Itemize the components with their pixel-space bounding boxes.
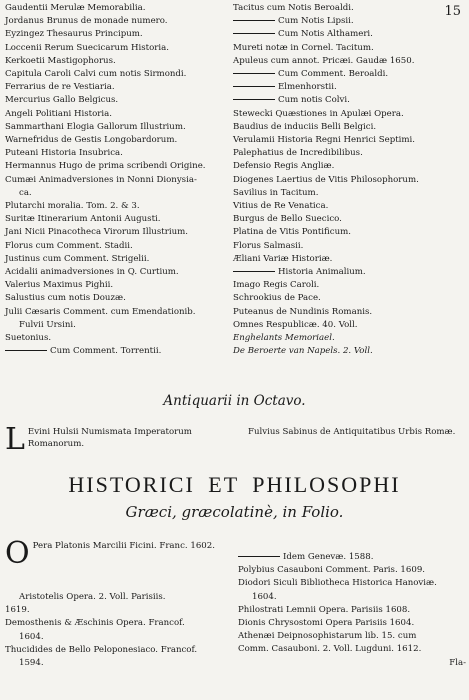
list-item-text: Cum Notis Lipsii.: [278, 16, 354, 27]
list-item: Polybius Casauboni Comment. Paris. 1609.: [238, 565, 426, 576]
page-number: 15: [444, 4, 461, 19]
list-item: [233, 81, 458, 94]
list-item: Eyzingez Thesaurus Principum.: [5, 29, 143, 40]
list-item: Æliani Variæ Historiæ.: [233, 253, 333, 264]
list-item: Diogenes Laertius de Vitis Philosophorum.: [233, 174, 419, 185]
catchword: Fla-: [449, 657, 466, 668]
list-item: Kerkoetii Mastigophorus.: [5, 55, 116, 66]
list-item: Suetonius.: [5, 333, 52, 344]
entry-hulsii: [5, 422, 230, 457]
list-item: ca.: [19, 187, 32, 198]
list-item: 1594.: [19, 658, 44, 669]
list-item: 1604.: [19, 631, 44, 642]
list-item: Suritæ Itinerarium Antonii Augusti.: [5, 214, 161, 225]
dash-rule: [233, 99, 275, 100]
section-heading-antiquarii: Antiquarii in Octavo.: [163, 393, 306, 409]
list-item: [233, 15, 458, 28]
list-item: Platina de Vitis Pontificum.: [233, 227, 352, 238]
upper-left-column: [5, 2, 230, 358]
list-item: Stewecki Quæstiones in Apulæi Opera.: [233, 108, 404, 119]
list-item: Tacitus cum Notis Beroaldi.: [233, 3, 354, 13]
section-subheading: Græci, græcolatinè, in Folio.: [125, 503, 344, 521]
list-item: Sammarthani Elogia Gallorum Illustrium.: [5, 121, 186, 132]
list-item: Justinus cum Comment. Strigelii.: [5, 253, 150, 264]
drop-cap: O: [5, 536, 30, 571]
list-item: Puteani Historia Insubrica.: [5, 148, 123, 159]
list-item: Imago Regis Caroli.: [233, 280, 320, 291]
list-item: Fulvii Ursini.: [19, 319, 76, 330]
list-item: Savilius in Tacitum.: [233, 187, 319, 198]
list-item: Baudius de induciis Belli Belgici.: [233, 121, 377, 132]
list-item: 1619.: [5, 605, 30, 616]
list-item-text: Cum Comment. Torrentii.: [50, 346, 162, 357]
list-item: Capitula Caroli Calvi cum notis Sirmondi.: [5, 69, 187, 80]
list-item-text: Cum Notis Althameri.: [278, 29, 373, 40]
list-item: Palephatius de Incredibilibus.: [233, 148, 363, 159]
dash-rule: [238, 556, 280, 557]
list-item: [233, 28, 458, 41]
lower-left-column: [5, 591, 235, 670]
list-item: [233, 68, 458, 81]
dash-rule: [233, 73, 275, 74]
list-item: Florus Salmasii.: [233, 240, 304, 251]
upper-right-column: [233, 2, 458, 358]
list-item: Gaudentii Merulæ Memorabilia.: [5, 3, 146, 13]
list-item: Julii Cæsaris Comment. cum Emendationib.: [5, 306, 196, 317]
list-item: [238, 551, 466, 564]
list-item-text: Cum notis Colvi.: [278, 95, 350, 106]
dash-rule: [233, 86, 275, 87]
section-heading-historici: HISTORICI ET PHILOSOPHI: [68, 472, 401, 497]
list-item: Verulamii Historia Regni Henrici Septimi.: [233, 135, 416, 146]
dash-rule: [233, 33, 275, 34]
list-item: [233, 266, 458, 279]
list-item: Mureti notæ in Cornel. Tacitum.: [233, 42, 374, 53]
list-item: Jani Nicii Pinacotheca Virorum Illustrium.: [5, 227, 188, 238]
entry-sabinus: Fulvius Sabinus de Antiquitatibus Urbis Romæ.: [248, 427, 456, 437]
list-item: Acidalii animadversiones in Q. Curtium.: [5, 267, 179, 278]
list-item: Apuleus cum annot. Pricæi. Gaudæ 1650.: [233, 55, 415, 66]
list-item: Jordanus Brunus de monade numero.: [5, 16, 168, 27]
list-item: Defensio Regis Angliæ.: [233, 161, 335, 172]
list-item: Warnefridus de Gestis Longobardorum.: [5, 135, 178, 146]
list-item: Aristotelis Opera. 2. Voll. Parisiis.: [19, 592, 166, 602]
list-item: Schrookius de Pace.: [233, 293, 321, 304]
entry-platonis: [5, 536, 230, 571]
list-item: Philostrati Lemnii Opera. Parisiis 1608.: [238, 604, 411, 615]
list-item-text: Cum Comment. Beroaldi.: [278, 69, 389, 80]
list-item: Puteanus de Nundinis Romanis.: [233, 306, 373, 317]
list-item: Florus cum Comment. Stadii.: [5, 240, 133, 251]
list-item: [5, 345, 230, 358]
list-item: Loccenii Rerum Suecicarum Historia.: [5, 42, 169, 53]
dash-rule: [233, 271, 275, 272]
list-item: Hermannus Hugo de prima scribendi Origine.: [5, 161, 206, 172]
list-item: Comm. Casauboni. 2. Voll. Lugduni. 1612.: [238, 644, 422, 655]
list-item-text: Historia Animalium.: [278, 267, 366, 278]
list-item: De Beroerte van Napels. 2. Voll.: [233, 346, 373, 357]
dash-rule: [5, 350, 47, 351]
list-item: Angeli Politiani Historia.: [5, 108, 112, 119]
list-item: Plutarchi moralia. Tom. 2. & 3.: [5, 201, 140, 212]
list-item: Thucidides de Bello Peloponesiaco. Francof.: [5, 644, 198, 655]
entry-text: Pera Platonis Marcilii Ficini. Franc. 1602.: [32, 541, 215, 551]
list-item: Mercurius Gallo Belgicus.: [5, 95, 119, 106]
list-item: Demosthenis & Æschinis Opera. Francof.: [5, 618, 185, 629]
list-item: [233, 94, 458, 107]
list-item: Valerius Maximus Pighii.: [5, 280, 114, 291]
lower-right-column: [238, 551, 466, 668]
list-item-text: Idem Genevæ. 1588.: [283, 552, 374, 562]
list-item: Vitius de Re Venatica.: [233, 201, 329, 212]
entry-text: Evini Hulsii Numismata Imperatorum Romanorum.: [27, 427, 192, 449]
dash-rule: [233, 20, 275, 21]
list-item: Salustius cum notis Douzæ.: [5, 293, 126, 304]
list-item: Enghelants Memoriael.: [233, 333, 335, 344]
list-item: 1604.: [252, 591, 277, 602]
drop-cap: L: [5, 422, 25, 457]
list-item: Diodori Siculi Bibliotheca Historica Hanoviæ.: [238, 578, 437, 589]
list-item: Dionis Chrysostomi Opera Parisiis 1604.: [238, 618, 415, 629]
list-item: Omnes Respublicæ. 40. Voll.: [233, 319, 358, 330]
list-item: Burgus de Bello Suecico.: [233, 214, 342, 225]
list-item: Ferrarius de re Vestiaria.: [5, 82, 115, 93]
list-item: Athenæi Deipnosophistarum lib. 15. cum: [238, 631, 417, 642]
list-item-text: Elmenhorstii.: [278, 82, 337, 93]
list-item: Cumæi Animadversiones in Nonni Dionysia-: [5, 174, 197, 185]
